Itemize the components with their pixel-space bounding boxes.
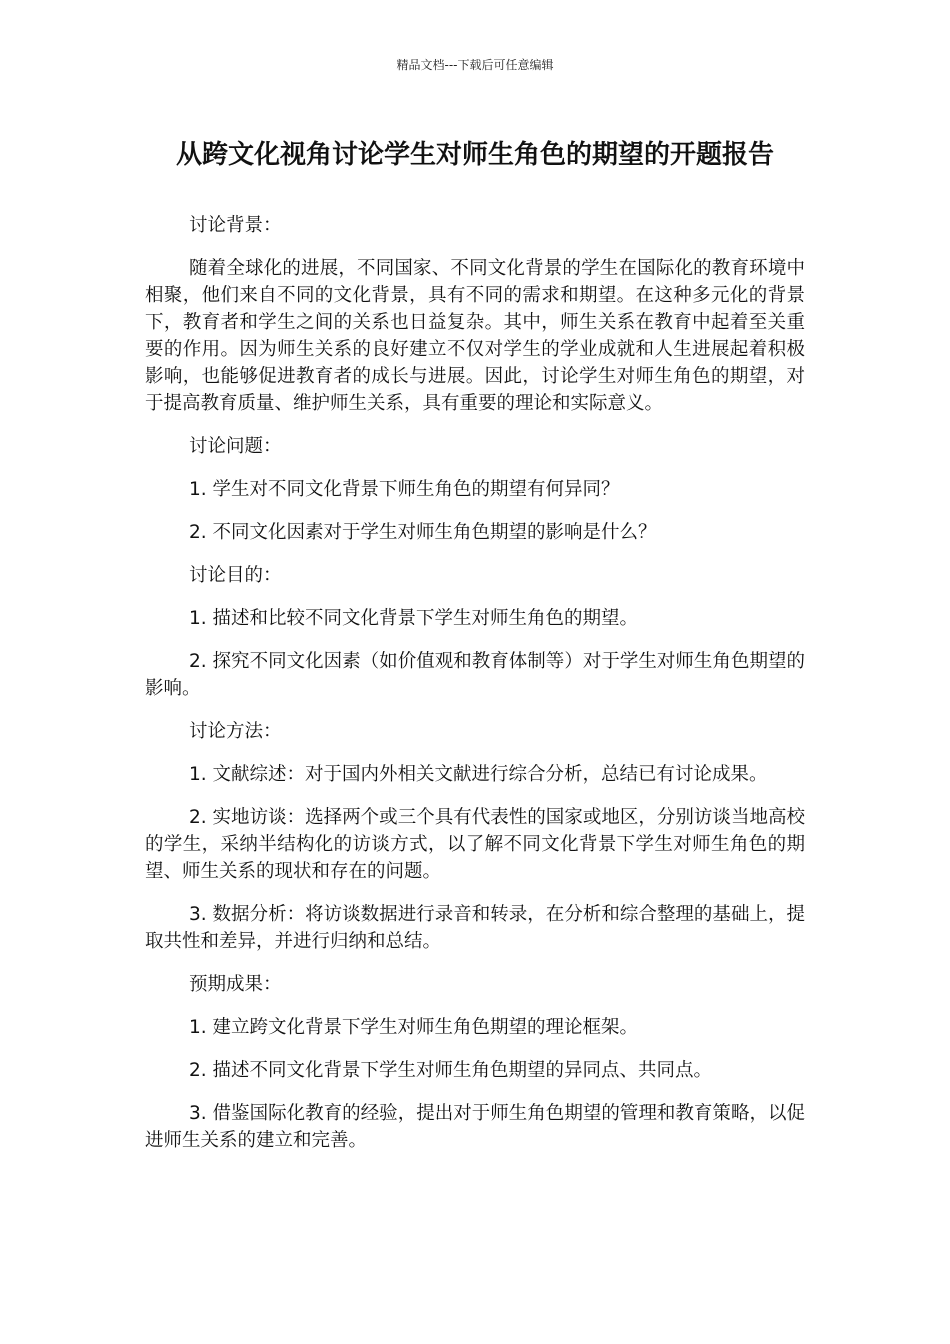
section-heading-outcomes: 预期成果：	[189, 974, 282, 995]
document-body	[145, 212, 805, 1170]
section-heading-questions: 讨论问题：	[189, 436, 282, 457]
section-heading-background: 讨论背景：	[189, 215, 282, 236]
background-paragraph: 随着全球化的进展，不同国家、不同文化背景的学生在国际化的教育环境中相聚，他们来自不同的文化背景，具有不同的需求和期望。在这种多元化的背景下，教育者和学生之间的关系也日益复杂。其中，师生关系在教育中起着至关重要的作用。因为师生关系的良好建立不仅对学生的学业成就和人生进展起着积极影响，也能够促进教育者的成长与进展。因此，讨论学生对师生角色的期望，对于提高教育质量、维护师生关系，具有重要的理论和实际意义。	[145, 258, 805, 414]
outcome-item-2: 2. 描述不同文化背景下学生对师生角色期望的异同点、共同点。	[189, 1060, 713, 1081]
document-title: 从跨文化视角讨论学生对师生角色的期望的开题报告	[175, 140, 774, 170]
section-heading-objectives: 讨论目的：	[189, 565, 282, 586]
outcome-item-1: 1. 建立跨文化背景下学生对师生角色期望的理论框架。	[189, 1017, 639, 1038]
method-item-2: 2. 实地访谈：选择两个或三个具有代表性的国家或地区，分别访谈当地高校的学生，采纳半结构化的访谈方式，以了解不同文化背景下学生对师生角色的期望、师生关系的现状和存在的问题。	[145, 807, 805, 882]
method-item-3: 3. 数据分析：将访谈数据进行录音和转录，在分析和综合整理的基础上，提取共性和差异，并进行归纳和总结。	[145, 904, 805, 952]
header-note: 精品文档---下载后可任意编辑	[396, 58, 554, 72]
objective-item-1: 1. 描述和比较不同文化背景下学生对师生角色的期望。	[189, 608, 639, 629]
question-item-1: 1. 学生对不同文化背景下师生角色的期望有何异同？	[189, 479, 620, 500]
objective-item-2: 2. 探究不同文化因素（如价值观和教育体制等）对于学生对师生角色期望的影响。	[145, 651, 805, 699]
outcome-item-3: 3. 借鉴国际化教育的经验，提出对于师生角色期望的管理和教育策略，以促进师生关系的建立和完善。	[145, 1103, 805, 1151]
section-heading-methods: 讨论方法：	[189, 721, 282, 742]
question-item-2: 2. 不同文化因素对于学生对师生角色期望的影响是什么？	[189, 522, 657, 543]
method-item-1: 1. 文献综述：对于国内外相关文献进行综合分析，总结已有讨论成果。	[189, 764, 768, 785]
